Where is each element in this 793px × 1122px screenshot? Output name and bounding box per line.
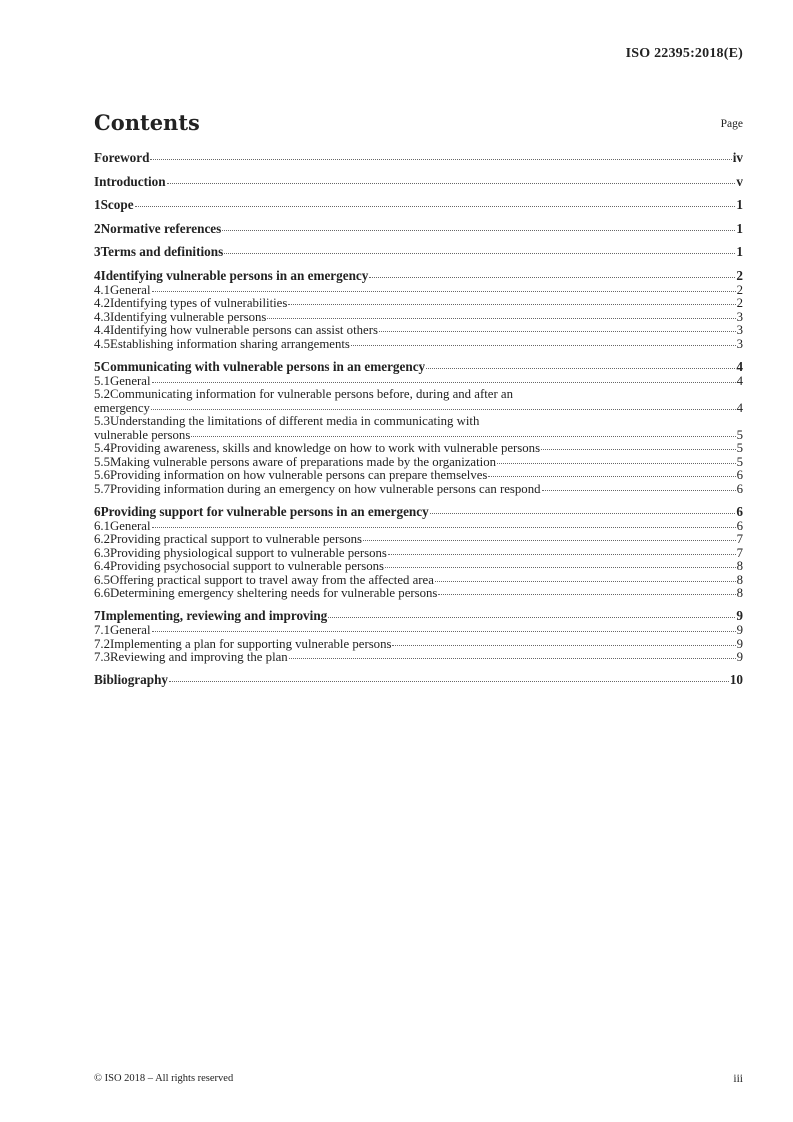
toc-subsection-title: Identifying vulnerable persons (110, 309, 267, 324)
toc-line-body (110, 415, 743, 429)
dot-leader (289, 658, 736, 659)
toc-line-body (110, 388, 743, 402)
dot-leader (167, 183, 736, 184)
toc-page-number: 5 (736, 454, 743, 469)
toc-page-number: 5 (736, 441, 743, 455)
toc-page-number: 8 (736, 572, 743, 587)
toc-subsection-number: 6.3 (94, 545, 110, 560)
toc-subsection-6-6[interactable] (94, 587, 743, 601)
toc-line-body (110, 324, 743, 338)
toc-page-number: 3 (736, 309, 743, 324)
toc-section-title: Providing support for vulnerable persons in an emergency (100, 503, 429, 519)
toc-page-number: 4 (736, 400, 743, 415)
toc-line-body (101, 221, 743, 237)
dot-leader (430, 513, 736, 514)
toc-line (94, 442, 743, 456)
toc-subsection-title: Making vulnerable persons aware of preparations made by the organization (110, 454, 497, 469)
toc-subsection-7-3[interactable] (94, 651, 743, 665)
toc-subsection-5-6[interactable] (94, 469, 743, 483)
toc-line (94, 456, 743, 470)
toc-subsection-title: Implementing a plan for supporting vulnerable persons (110, 636, 392, 651)
toc-line (94, 359, 743, 375)
dot-leader (152, 527, 736, 528)
toc-line (94, 244, 743, 260)
toc-section-number: 1 (94, 197, 101, 212)
toc-line-body (110, 638, 743, 652)
toc-subsection-4-4[interactable] (94, 324, 743, 338)
toc-line (94, 638, 743, 652)
toc-entry-foreword[interactable] (94, 150, 743, 166)
toc-subsection-number: 6.4 (94, 559, 110, 573)
toc-line-body (110, 297, 743, 311)
toc-subsection-number: 5.4 (94, 441, 110, 455)
toc-entry-label: Bibliography (94, 672, 169, 687)
toc-subsection-5-5[interactable] (94, 456, 743, 470)
toc-subsection-4-2[interactable] (94, 297, 743, 311)
toc-subsection-title: General (110, 518, 151, 533)
toc-line-body (110, 311, 743, 325)
toc-subsection-4-5[interactable] (94, 338, 743, 352)
toc-section-1[interactable] (94, 197, 743, 213)
toc-page-number: 6 (736, 503, 743, 519)
toc-line-body (110, 624, 743, 638)
toc-subsection-number: 4.2 (94, 296, 110, 310)
dot-leader (363, 540, 736, 541)
toc-line (94, 375, 743, 389)
toc-line-body (110, 469, 743, 483)
toc-subsection-title-continued: vulnerable persons (94, 427, 191, 442)
toc-line-body (101, 244, 743, 260)
dot-leader (541, 449, 736, 450)
toc-subsection-title: Providing practical support to vulnerable persons (110, 532, 362, 546)
toc-entry-introduction[interactable] (94, 174, 743, 190)
toc-subsection-title-continued: emergency (94, 400, 150, 415)
toc-entry-label: Foreword (94, 150, 150, 165)
toc-page-number: 6 (736, 481, 743, 496)
toc-line (94, 587, 743, 601)
toc-section-number: 4 (94, 267, 101, 283)
dot-leader (438, 594, 735, 595)
toc-subsection-number: 5.2 (94, 387, 110, 401)
dot-leader (267, 318, 735, 319)
toc-line-body (110, 338, 743, 352)
toc-line (94, 504, 743, 520)
toc-line-body (110, 533, 743, 547)
toc-page-number: 2 (736, 267, 743, 283)
toc-subsection-6-5[interactable] (94, 574, 743, 588)
toc-subsection-number: 6.1 (94, 518, 110, 533)
toc-subsection-title: Providing information on how vulnerable persons can prepare themselves (110, 468, 488, 482)
toc-sections (94, 197, 743, 665)
toc-line (94, 624, 743, 638)
dot-leader (488, 476, 735, 477)
page-column-label: Page (720, 118, 743, 130)
dot-leader (222, 230, 735, 231)
toc-entry-label: Introduction (94, 173, 166, 189)
toc-subsection-title: Determining emergency sheltering needs for vulnerable persons (110, 586, 438, 600)
toc-section-2[interactable] (94, 221, 743, 237)
toc-subsection-number: 5.5 (94, 454, 110, 469)
toc-line-body (110, 587, 743, 601)
toc-page-number: 5 (736, 427, 743, 442)
standard-identifier: ISO 22395:2018(E) (625, 46, 743, 61)
toc-page-number: 6 (736, 518, 743, 533)
toc-subsection-title: Providing physiological support to vulnerable persons (110, 545, 387, 560)
dot-leader (169, 681, 729, 682)
dot-leader (191, 436, 735, 437)
toc-line-body (110, 483, 743, 497)
dot-leader (152, 291, 736, 292)
toc-line-body (110, 574, 743, 588)
toc-subsection-title: Providing information during an emergency on how vulnerable persons can respond (110, 481, 541, 496)
toc-subsection-6-2[interactable] (94, 533, 743, 547)
toc-page-number: 1 (736, 220, 743, 236)
toc-section-3[interactable] (94, 244, 743, 260)
toc-section-title: Scope (100, 197, 134, 212)
toc-subsection-title: Providing awareness, skills and knowledge on how to work with vulnerable persons (110, 441, 541, 455)
toc-subsection-title: Establishing information sharing arrangements (110, 336, 350, 351)
toc-section-5[interactable] (94, 359, 743, 375)
toc-page-number: 6 (736, 468, 743, 482)
toc-line-body (110, 456, 743, 470)
toc-line (94, 197, 743, 213)
toc-section-number: 3 (94, 244, 101, 259)
toc-subsection-number: 7.3 (94, 650, 110, 664)
toc-subsection-title: Understanding the limitations of different media in communicating with (110, 414, 480, 428)
toc-subsection-title: Providing psychosocial support to vulnerable persons (110, 559, 385, 573)
dot-leader (150, 159, 731, 160)
dot-leader (497, 463, 736, 464)
toc-section-title: Implementing, reviewing and improving (100, 608, 328, 623)
toc-line-body (94, 402, 743, 416)
toc-subsection-number: 7.2 (94, 636, 110, 651)
toc-subsection-number: 4.1 (94, 282, 110, 297)
toc-line (94, 429, 743, 443)
toc-section-number: 7 (94, 608, 101, 623)
toc-section-6[interactable] (94, 504, 743, 520)
toc-page-number: 4 (736, 373, 743, 388)
toc-subsection-7-2[interactable] (94, 638, 743, 652)
toc-subsection-5-1[interactable] (94, 375, 743, 389)
footer-copyright: © ISO 2018 – All rights reserved (94, 1073, 234, 1084)
toc-page-number: v (736, 173, 743, 189)
toc-subsection-title: General (110, 623, 151, 637)
dot-leader (392, 645, 735, 646)
toc-subsection-number: 4.3 (94, 309, 110, 324)
toc-subsection-title: General (110, 282, 151, 297)
dot-leader (426, 368, 735, 369)
dot-leader (152, 382, 736, 383)
toc-line (94, 520, 743, 534)
toc-line (94, 297, 743, 311)
toc-line (94, 574, 743, 588)
toc-subsection-number: 4.4 (94, 323, 110, 337)
toc-line-body (110, 375, 743, 389)
dot-leader (369, 277, 735, 278)
toc-page-number: 9 (736, 650, 743, 664)
toc-line-body (110, 651, 743, 665)
toc-subsection-5-7[interactable] (94, 483, 743, 497)
toc-line-body (110, 520, 743, 534)
toc-line (94, 533, 743, 547)
toc-line-body (101, 197, 743, 213)
toc-subsection-4-1[interactable] (94, 284, 743, 298)
toc-subsection-title: Identifying types of vulnerabilities (110, 296, 288, 310)
dot-leader (351, 345, 736, 346)
toc-line (94, 284, 743, 298)
dot-leader (385, 567, 736, 568)
toc-subsection-number: 6.2 (94, 532, 110, 546)
toc-subsection-title: Reviewing and improving the plan (110, 650, 288, 664)
toc-line (94, 651, 743, 665)
toc-line-body (110, 284, 743, 298)
dot-leader (135, 206, 736, 207)
toc-page-number: 2 (736, 282, 743, 297)
toc-line (94, 324, 743, 338)
toc-page-number: 10 (729, 672, 743, 687)
toc-line (94, 388, 743, 402)
dot-leader (224, 253, 735, 254)
toc-line-body (101, 268, 743, 284)
toc-page-number: 8 (736, 586, 743, 600)
toc-line-body (101, 504, 743, 520)
toc-page-number: 9 (736, 623, 743, 637)
toc-subsection-5-4[interactable] (94, 442, 743, 456)
toc-subsection-number: 6.6 (94, 586, 110, 600)
toc-section-title: Communicating with vulnerable persons in an emergency (100, 358, 426, 374)
toc-page-number: 9 (736, 636, 743, 651)
toc-subsection-title: Identifying how vulnerable persons can assist others (110, 323, 378, 337)
toc-line (94, 560, 743, 574)
toc-subsection-5-2[interactable] (94, 388, 743, 415)
toc-line-body (101, 608, 743, 624)
toc-section-number: 6 (94, 503, 101, 519)
toc-subsection-number: 5.1 (94, 373, 110, 388)
toc-page-number: 1 (736, 197, 743, 212)
toc-subsection-number: 7.1 (94, 623, 110, 637)
toc-line (94, 338, 743, 352)
toc-line (94, 483, 743, 497)
toc-subsection-title: Offering practical support to travel away from the affected area (110, 572, 434, 587)
toc-page-number: 8 (736, 559, 743, 573)
toc-subsection-number: 6.5 (94, 572, 110, 587)
toc-page-number: 3 (736, 336, 743, 351)
dot-leader (288, 304, 735, 305)
toc-section-title: Terms and definitions (100, 244, 224, 259)
toc-line (94, 469, 743, 483)
toc-subsection-number: 4.5 (94, 336, 110, 351)
toc-section-number: 5 (94, 358, 101, 374)
toc-section-4[interactable] (94, 268, 743, 284)
toc-section-title: Normative references (100, 220, 222, 236)
toc-subsection-6-1[interactable] (94, 520, 743, 534)
toc-page-number: 7 (736, 532, 743, 546)
toc-subsection-7-1[interactable] (94, 624, 743, 638)
toc-subsection-title: Communicating information for vulnerable persons before, during and after an (110, 387, 513, 401)
table-of-contents (94, 150, 743, 688)
dot-leader (151, 409, 736, 410)
toc-page-number: 7 (736, 545, 743, 560)
toc-line (94, 311, 743, 325)
page-title: Contents (94, 110, 200, 135)
toc-page-number: 9 (736, 608, 743, 623)
toc-line-body (101, 359, 743, 375)
toc-subsection-number: 5.3 (94, 414, 110, 428)
toc-section-number: 2 (94, 220, 101, 236)
toc-subsection-number: 5.7 (94, 481, 110, 496)
toc-section-7[interactable] (94, 608, 743, 624)
toc-line (94, 415, 743, 429)
toc-subsection-5-3[interactable] (94, 415, 743, 442)
toc-page-number: 2 (736, 296, 743, 310)
toc-subsection-6-3[interactable] (94, 547, 743, 561)
toc-line (94, 608, 743, 624)
dot-leader (388, 554, 736, 555)
toc-line (94, 402, 743, 416)
toc-line (94, 547, 743, 561)
dot-leader (542, 490, 736, 491)
toc-line-body (94, 429, 743, 443)
toc-subsection-6-4[interactable] (94, 560, 743, 574)
toc-page-number: 1 (736, 244, 743, 259)
toc-page-number: 3 (736, 323, 743, 337)
dot-leader (379, 331, 736, 332)
toc-subsection-number: 5.6 (94, 468, 110, 482)
toc-section-title: Identifying vulnerable persons in an emergency (100, 267, 369, 283)
toc-page-number: 4 (736, 358, 743, 374)
dot-leader (328, 617, 735, 618)
toc-line-body (110, 442, 743, 456)
dot-leader (152, 631, 736, 632)
toc-line-body (110, 547, 743, 561)
toc-line (94, 221, 743, 237)
toc-subsection-title: General (110, 373, 151, 388)
footer-page-number: iii (733, 1073, 743, 1085)
toc-line (94, 268, 743, 284)
toc-line-body (110, 560, 743, 574)
dot-leader (435, 581, 736, 582)
toc-subsection-4-3[interactable] (94, 311, 743, 325)
toc-page-number: iv (732, 150, 743, 165)
toc-entry-bibliography[interactable] (94, 672, 743, 688)
